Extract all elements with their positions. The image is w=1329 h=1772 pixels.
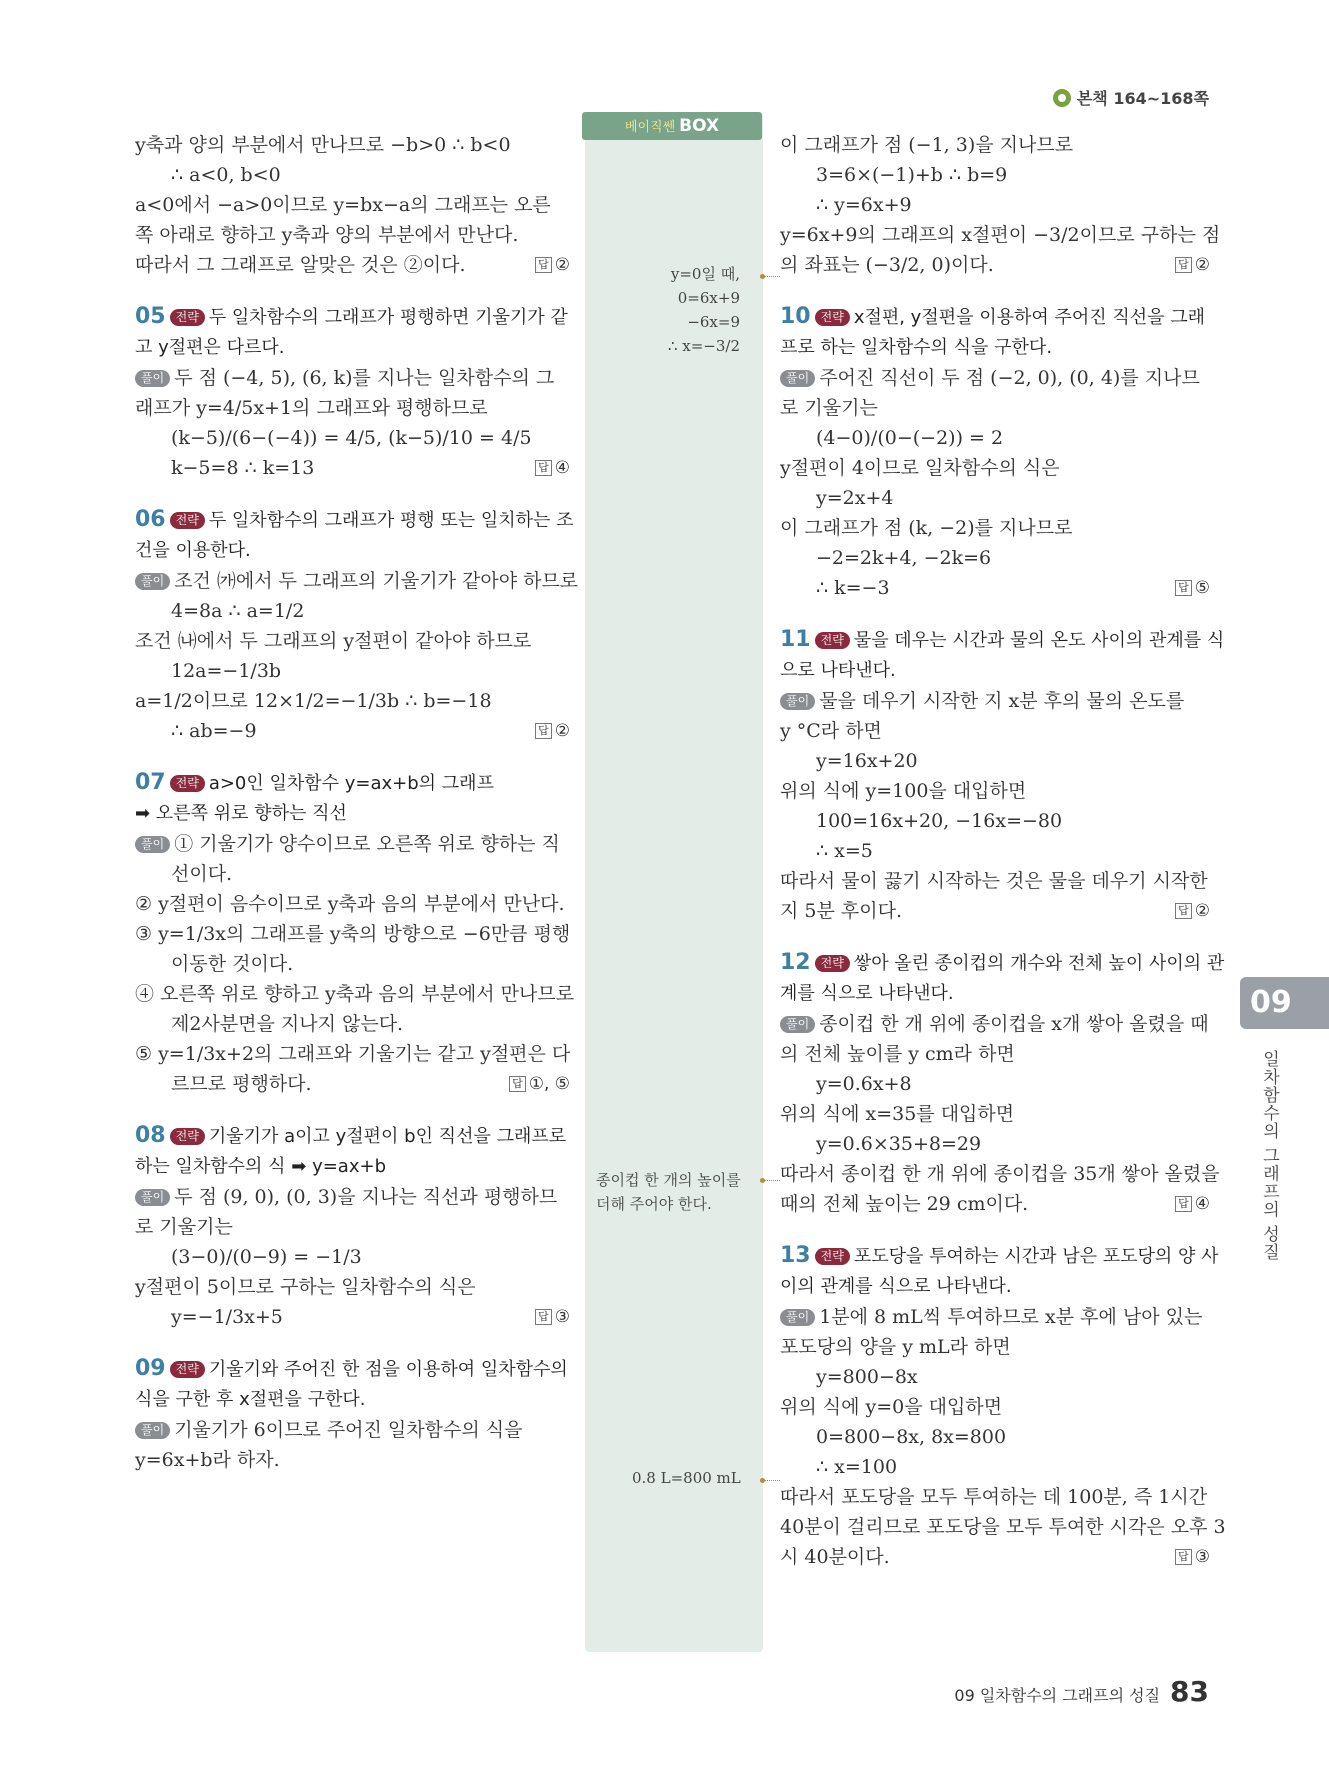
spacer — [135, 1099, 570, 1121]
strategy-badge: 전략 — [170, 512, 205, 529]
text-line — [135, 393, 570, 423]
answer-badge: 답 — [535, 1309, 552, 1325]
text-line — [780, 1069, 1210, 1099]
line-text: 선이다. — [171, 863, 233, 885]
chapter-tab: 09 — [1240, 977, 1329, 1029]
spacer — [135, 280, 570, 302]
note-line: 종이컵 한 개의 높이를 — [596, 1171, 741, 1189]
text-line — [780, 543, 1210, 573]
line-text: y=6x+9의 그래프의 x절편이 −3/2이므로 구하는 점 — [780, 224, 1221, 246]
problem-header — [135, 1354, 570, 1385]
text-line — [780, 746, 1210, 776]
answer-value: ③ — [1194, 1547, 1210, 1567]
line-text: 제2사분면을 지나지 않는다. — [171, 1013, 404, 1035]
text-line — [135, 1302, 570, 1332]
line-text: 4=8a ∴ a=1/2 — [171, 600, 305, 622]
line-text: 고 y절편은 다르다. — [135, 337, 285, 358]
solution-line — [135, 1415, 570, 1445]
answer-value: ①, ⑤ — [528, 1074, 570, 1094]
answer — [535, 1302, 570, 1332]
answer-value: ② — [1194, 255, 1210, 275]
answer — [1175, 573, 1210, 603]
line-text: ∴ x=100 — [816, 1456, 898, 1478]
answer-badge: 답 — [1175, 580, 1192, 596]
text-line — [780, 1039, 1210, 1069]
problem-header — [780, 948, 1225, 979]
text-line — [780, 1159, 1220, 1189]
line-text: 이의 관계를 식으로 나타낸다. — [780, 1276, 1012, 1297]
text-line — [780, 573, 1210, 603]
solution-line — [780, 1009, 1210, 1039]
text-line — [780, 1542, 1210, 1572]
problem-number: 13 — [780, 1243, 811, 1268]
right-column — [780, 130, 1226, 1572]
text-line — [135, 889, 570, 919]
solution-line — [135, 566, 579, 596]
text-line — [135, 250, 570, 280]
line-text: 따라서 포도당을 모두 투여하는 데 100분, 즉 1시간 — [780, 1486, 1208, 1508]
solution-line — [780, 363, 1210, 393]
box-note-2 — [596, 1168, 756, 1216]
line-text: 따라서 종이컵 한 개 위에 종이컵을 35개 쌓아 올렸을 — [780, 1163, 1220, 1185]
line-text: y=0.6x+8 — [816, 1073, 912, 1095]
line-text: 3=6×(−1)+b ∴ b=9 — [816, 164, 1008, 186]
solution-text: 종이컵 한 개 위에 종이컵을 x개 쌓아 올렸을 때 — [819, 1013, 1209, 1035]
reference-icon — [1053, 89, 1071, 107]
problem-header — [135, 302, 570, 333]
line-text: 지 5분 후이다. — [780, 900, 902, 922]
answer-value: ② — [554, 255, 570, 275]
box-title-suffix: BOX — [679, 116, 720, 136]
text-line — [780, 423, 1210, 453]
answer-badge: 답 — [1175, 257, 1192, 273]
answer-badge: 답 — [535, 257, 552, 273]
text-line — [780, 979, 1210, 1009]
answer-value: ② — [1194, 901, 1210, 921]
note-line: −6x=9 — [687, 313, 740, 331]
line-text: ⑤ y=1/3x+2의 그래프와 기울기는 같고 y절편은 다 — [135, 1043, 571, 1065]
spacer — [780, 280, 1210, 302]
strategy-badge: 전략 — [815, 955, 850, 972]
line-text: ∴ a<0, b<0 — [171, 164, 281, 186]
text-line — [780, 866, 1210, 896]
problem-header — [135, 768, 570, 799]
line-text: 포도당의 양을 y mL라 하면 — [780, 1336, 1011, 1358]
note-line: 0.8 L=800 mL — [632, 1469, 741, 1487]
solution-line — [135, 1182, 570, 1212]
line-text: (3−0)/(0−9) = −1/3 — [171, 1246, 362, 1268]
line-text: ② y절편이 음수이므로 y축과 음의 부분에서 만난다. — [135, 893, 565, 915]
line-text: 이동한 것이다. — [171, 953, 294, 975]
line-text: 조건 ㈏에서 두 그래프의 y절편이 같아야 하므로 — [135, 630, 532, 652]
line-text: 이 그래프가 점 (k, −2)를 지나므로 — [780, 517, 1073, 539]
line-text: 래프가 y=4/5x+1의 그래프와 평행하므로 — [135, 397, 488, 419]
strategy-text: 포도당을 투여하는 시간과 남은 포도당의 양 사 — [853, 1246, 1219, 1267]
line-text: a<0에서 −a>0이므로 y=bx−a의 그래프는 오른 — [135, 194, 551, 216]
text-line — [780, 483, 1210, 513]
text-line — [780, 1099, 1210, 1129]
answer — [1175, 250, 1210, 280]
problem-header — [780, 625, 1225, 656]
text-line — [780, 836, 1210, 866]
text-line — [135, 1212, 570, 1242]
line-text: (4−0)/(0−(−2)) = 2 — [816, 427, 1004, 449]
text-line — [780, 896, 1210, 926]
strategy-text: 기울기와 주어진 한 점을 이용하여 일차함수의 — [208, 1359, 568, 1380]
line-text: ∴ x=5 — [816, 840, 873, 862]
line-text: y축과 양의 부분에서 만나므로 −b>0 ∴ b<0 — [135, 134, 511, 156]
line-text: 쪽 아래로 향하고 y축과 양의 부분에서 만난다. — [135, 224, 519, 246]
strategy-text: a>0인 일차함수 y=ax+b의 그래프 — [208, 773, 494, 794]
line-text: 프로 하는 일차함수의 식을 구한다. — [780, 337, 1053, 358]
problem-number: 11 — [780, 627, 811, 652]
line-text: y=2x+4 — [816, 487, 894, 509]
line-text: y=−1/3x+5 — [171, 1306, 283, 1328]
note-connector — [764, 1480, 780, 1481]
spacer — [135, 746, 570, 768]
line-text: 건을 이용한다. — [135, 540, 251, 561]
line-text: 의 좌표는 (−3/2, 0)이다. — [780, 254, 994, 276]
solution-text: 두 점 (9, 0), (0, 3)을 지나는 직선과 평행하므 — [174, 1186, 558, 1208]
answer-value: ③ — [554, 1307, 570, 1327]
text-line — [135, 160, 570, 190]
solution-badge: 풀이 — [135, 573, 170, 590]
solution-badge: 풀이 — [135, 1189, 170, 1206]
answer — [535, 250, 570, 280]
line-text: ∴ ab=−9 — [171, 720, 257, 742]
strategy-badge: 전략 — [815, 1248, 850, 1265]
text-line — [135, 453, 570, 483]
line-text: y=0.6×35+8=29 — [816, 1133, 982, 1155]
answer-value: ④ — [554, 458, 570, 478]
note-line: ∴ x=−3/2 — [667, 337, 740, 355]
solution-text: 1분에 8 mL씩 투여하므로 x분 후에 남아 있는 — [819, 1306, 1203, 1328]
line-text: 으로 나타낸다. — [780, 660, 896, 681]
strategy-badge: 전략 — [815, 309, 850, 326]
text-line — [135, 799, 570, 829]
reference-text: 본책 164~168쪽 — [1076, 89, 1209, 108]
strategy-badge: 전략 — [170, 1128, 205, 1145]
text-line — [780, 1392, 1210, 1422]
line-text: 의 전체 높이를 y cm라 하면 — [780, 1043, 1015, 1065]
text-line — [135, 919, 570, 949]
line-text: 위의 식에 y=0을 대입하면 — [780, 1396, 1003, 1418]
problem-number: 10 — [780, 304, 811, 329]
text-line — [135, 536, 570, 566]
solution-badge: 풀이 — [780, 370, 815, 387]
text-line — [780, 1452, 1210, 1482]
answer-badge: 답 — [1175, 903, 1192, 919]
text-line — [135, 423, 570, 453]
line-text: 위의 식에 y=100을 대입하면 — [780, 780, 1027, 802]
page-reference — [1053, 86, 1209, 109]
line-text: y=16x+20 — [816, 750, 918, 772]
problem-number: 07 — [135, 770, 166, 795]
strategy-text: 기울기가 a이고 y절편이 b인 직선을 그래프로 — [208, 1126, 567, 1147]
text-line — [135, 1272, 570, 1302]
spacer — [135, 483, 570, 505]
problem-number: 08 — [135, 1123, 166, 1148]
solution-line — [135, 363, 570, 393]
line-text: 40분이 걸리므로 포도당을 모두 투여한 시각은 오후 3 — [780, 1516, 1226, 1538]
page-footer — [954, 1675, 1209, 1708]
solution-text: 기울기가 6이므로 주어진 일차함수의 식을 — [174, 1419, 523, 1441]
answer — [1175, 1189, 1210, 1219]
line-text: 12a=−1/3b — [171, 660, 282, 682]
line-text: ➡ 오른쪽 위로 향하는 직선 — [135, 803, 347, 824]
text-line — [780, 393, 1210, 423]
box-note-1 — [650, 262, 740, 358]
text-line — [780, 806, 1210, 836]
text-line — [135, 859, 570, 889]
line-text: 따라서 물이 끓기 시작하는 것은 물을 데우기 시작한 — [780, 870, 1208, 892]
solution-line — [780, 1302, 1210, 1332]
line-text: ∴ y=6x+9 — [816, 194, 912, 216]
note-line: 0=6x+9 — [677, 289, 740, 307]
footer-title: 09 일차함수의 그래프의 성질 — [954, 1686, 1161, 1705]
solution-badge: 풀이 — [780, 1309, 815, 1326]
text-line — [780, 130, 1210, 160]
text-line — [780, 333, 1210, 363]
text-line — [135, 190, 570, 220]
solution-badge: 풀이 — [135, 370, 170, 387]
line-text: y=800−8x — [816, 1366, 918, 1388]
text-line — [780, 1189, 1210, 1219]
text-line — [135, 130, 570, 160]
solution-line — [780, 686, 1210, 716]
text-line — [135, 1385, 570, 1415]
text-line — [135, 686, 570, 716]
line-text: 때의 전체 높이는 29 cm이다. — [780, 1193, 1029, 1215]
problem-header — [135, 505, 574, 536]
text-line — [135, 949, 570, 979]
answer — [509, 1069, 570, 1099]
strategy-text: 물을 데우는 시간과 물의 온도 사이의 관계를 식 — [853, 630, 1225, 651]
text-line — [135, 220, 570, 250]
line-text: k−5=8 ∴ k=13 — [171, 457, 315, 479]
text-line — [135, 626, 570, 656]
text-line — [135, 1069, 570, 1099]
line-text: y °C라 하면 — [780, 720, 882, 742]
line-text: 르므로 평행하다. — [171, 1073, 312, 1095]
answer-value: ② — [554, 721, 570, 741]
text-line — [780, 656, 1210, 686]
strategy-text: x절편, y절편을 이용하여 주어진 직선을 그래 — [853, 307, 1206, 328]
line-text: 로 기울기는 — [780, 397, 878, 419]
strategy-text: 두 일차함수의 그래프가 평행 또는 일치하는 조 — [208, 510, 574, 531]
line-text: 이 그래프가 점 (−1, 3)을 지나므로 — [780, 134, 1074, 156]
note-line: y=0일 때, — [670, 265, 740, 283]
line-text: 위의 식에 x=35를 대입하면 — [780, 1103, 1015, 1125]
solution-text: 물을 데우기 시작한 지 x분 후의 물의 온도를 — [819, 690, 1185, 712]
solution-badge: 풀이 — [780, 1016, 815, 1033]
note-connector — [764, 276, 780, 277]
solution-text: 두 점 (−4, 5), (6, k)를 지나는 일차함수의 그 — [174, 367, 555, 389]
text-line — [780, 1482, 1210, 1512]
line-text: 계를 식으로 나타낸다. — [780, 983, 954, 1004]
text-line — [780, 1272, 1210, 1302]
text-line — [135, 1242, 570, 1272]
line-text: a=1/2이므로 12×1/2=−1/3b ∴ b=−18 — [135, 690, 492, 712]
answer-badge: 답 — [1175, 1196, 1192, 1212]
problem-number: 12 — [780, 950, 811, 975]
text-line — [780, 1332, 1210, 1362]
text-line — [135, 1009, 570, 1039]
text-line — [780, 1362, 1210, 1392]
problem-number: 05 — [135, 304, 166, 329]
solution-line — [135, 829, 570, 859]
text-line — [135, 1152, 570, 1182]
answer-value: ⑤ — [1194, 578, 1210, 598]
problem-header — [780, 302, 1210, 333]
line-text: (k−5)/(6−(−4)) = 4/5, (k−5)/10 = 4/5 — [171, 427, 532, 449]
page-number: 83 — [1170, 1675, 1209, 1708]
line-text: 100=16x+20, −16x=−80 — [816, 810, 1063, 832]
box-title-prefix: 베이직쎈 — [624, 120, 676, 135]
text-line — [780, 513, 1210, 543]
answer — [535, 716, 570, 746]
spacer — [780, 603, 1210, 625]
solution-text: 조건 ㈎에서 두 그래프의 기울기가 같아야 하므로 — [174, 570, 579, 592]
solution-badge: 풀이 — [135, 1422, 170, 1439]
spacer — [780, 1219, 1210, 1241]
chapter-title-vertical: 일차함수의 그래프의 성질 — [1259, 1050, 1279, 1261]
text-line — [135, 716, 570, 746]
line-text: 로 기울기는 — [135, 1216, 233, 1238]
text-line — [780, 160, 1210, 190]
answer-badge: 답 — [509, 1076, 526, 1092]
text-line — [780, 716, 1210, 746]
answer — [1175, 1542, 1210, 1572]
text-line — [780, 190, 1210, 220]
text-line — [135, 656, 570, 686]
line-text: 따라서 그 그래프로 알맞은 것은 ②이다. — [135, 254, 466, 276]
note-connector — [764, 1180, 780, 1181]
text-line — [780, 453, 1210, 483]
line-text: y절편이 4이므로 일차함수의 식은 — [780, 457, 1060, 479]
text-line — [135, 979, 575, 1009]
solution-badge: 풀이 — [780, 693, 815, 710]
strategy-badge: 전략 — [170, 1361, 205, 1378]
text-line — [135, 1445, 570, 1475]
answer — [1175, 896, 1210, 926]
line-text: 시 40분이다. — [780, 1546, 890, 1568]
basic-box-title — [582, 112, 762, 140]
spacer — [135, 1332, 570, 1354]
box-note-3 — [632, 1466, 752, 1490]
line-text: ④ 오른쪽 위로 향하고 y축과 음의 부분에서 만나므로 — [135, 983, 575, 1005]
line-text: 0=800−8x, 8x=800 — [816, 1426, 1007, 1448]
line-text: y=6x+b라 하자. — [135, 1449, 280, 1471]
problem-number: 09 — [135, 1356, 166, 1381]
solution-text: ① 기울기가 양수이므로 오른쪽 위로 향하는 직 — [174, 833, 560, 855]
strategy-badge: 전략 — [815, 632, 850, 649]
line-text: ∴ k=−3 — [816, 577, 890, 599]
note-line: 더해 주어야 한다. — [596, 1195, 712, 1213]
line-text: ③ y=1/3x의 그래프를 y축의 방향으로 −6만큼 평행 — [135, 923, 571, 945]
problem-header — [135, 1121, 570, 1152]
problem-number: 06 — [135, 507, 166, 532]
answer-badge: 답 — [1175, 1549, 1192, 1565]
line-text: −2=2k+4, −2k=6 — [816, 547, 992, 569]
spacer — [780, 926, 1210, 948]
solution-text: 주어진 직선이 두 점 (−2, 0), (0, 4)를 지나므 — [819, 367, 1200, 389]
strategy-text: 쌓아 올린 종이컵의 개수와 전체 높이 사이의 관 — [853, 953, 1225, 974]
line-text: 식을 구한 후 x절편을 구한다. — [135, 1389, 366, 1410]
text-line — [780, 1129, 1210, 1159]
text-line — [135, 596, 570, 626]
answer-badge: 답 — [535, 723, 552, 739]
text-line — [135, 333, 570, 363]
strategy-badge: 전략 — [170, 309, 205, 326]
strategy-text: 두 일차함수의 그래프가 평행하면 기울기가 같 — [208, 307, 568, 328]
answer — [535, 453, 570, 483]
text-line — [780, 1512, 1226, 1542]
text-line — [780, 776, 1210, 806]
strategy-badge: 전략 — [170, 775, 205, 792]
left-column — [135, 130, 579, 1475]
line-text: y절편이 5이므로 구하는 일차함수의 식은 — [135, 1276, 476, 1298]
solution-badge: 풀이 — [135, 836, 170, 853]
answer-badge: 답 — [535, 460, 552, 476]
line-text: 하는 일차함수의 식 ➡ y=ax+b — [135, 1156, 386, 1177]
text-line — [780, 220, 1221, 250]
text-line — [780, 250, 1210, 280]
text-line — [135, 1039, 570, 1069]
text-line — [780, 1422, 1210, 1452]
answer-value: ④ — [1194, 1194, 1210, 1214]
problem-header — [780, 1241, 1219, 1272]
